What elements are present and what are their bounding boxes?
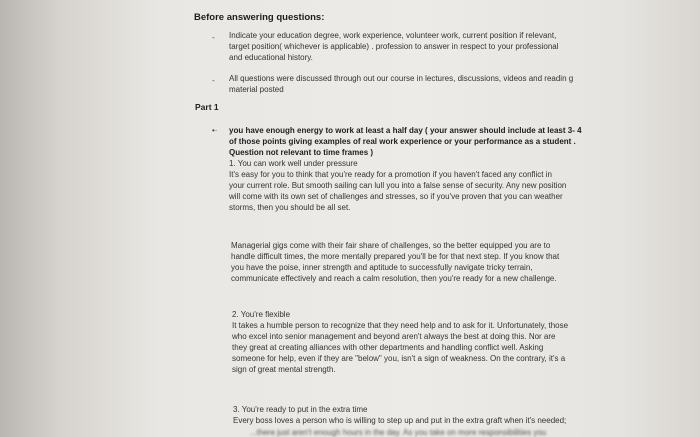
text-line: target position( whichever is applicable) . profession to answer in respect to your professional: [229, 42, 559, 51]
point-1: [229, 158, 566, 213]
cut-off-text-line: ...there just aren't enough hours in the day. As you take on more responsibilities you: [250, 428, 547, 437]
bullet-dash: -: [212, 76, 215, 85]
text-line: sign of great mental strength.: [232, 365, 336, 374]
text-line: material posted: [229, 85, 284, 94]
point-title: 3. You're ready to put in the extra time: [233, 405, 368, 414]
point-2: [232, 309, 568, 375]
text-line: Managerial gigs come with their fair share of challenges, so the better equipped you are to: [231, 241, 551, 250]
question-text: [229, 125, 582, 158]
intro-bullet-2: [229, 73, 573, 95]
point-3: [233, 404, 566, 426]
text-line: handle difficult times, the more mentally prepared you'll be for that next step. If you know that: [231, 252, 560, 261]
text-line: It takes a humble person to recognize that they need help and to ask for it. Unfortunately, those: [232, 321, 569, 330]
text-line: who excel into senior management and beyond aren't always the best at doing this. Nor are: [232, 332, 556, 341]
bullet-arrow: •·: [212, 126, 218, 135]
text-line: storms, then you should be all set.: [229, 203, 351, 212]
point-title: 1. You can work well under pressure: [229, 159, 358, 168]
text-line: you have the poise, inner strength and aptitude to successfully navigate tricky terrain,: [231, 263, 533, 272]
text-line: It's easy for you to think that you're ready for a promotion if you haven't faced any conflict in: [229, 170, 552, 179]
text-line: communicate effectively and reach a calm resolution, then you're ready for a new challenge.: [231, 274, 557, 283]
text-line: they great at creating alliances with other departments and handling conflict well. Asking: [232, 343, 544, 352]
text-line: Question not relevant to time frames ): [229, 148, 374, 157]
managerial-paragraph: [231, 240, 559, 284]
text-line: and educational history.: [229, 53, 313, 62]
text-line: All questions were discussed through out our course in lectures, discussions, videos and readin g: [229, 74, 574, 83]
instructions-heading: Before answering questions:: [194, 12, 325, 23]
text-line: Indicate your education degree, work experience, volunteer work, current position if relevant,: [229, 31, 557, 40]
part-label: Part 1: [195, 102, 219, 112]
text-line: your current role. But smooth sailing can lull you into a false sense of security. Any new position: [229, 181, 567, 190]
text-line: you have enough energy to work at least a half day ( your answer should include at least 3- 4: [229, 126, 582, 135]
bullet-dash: -: [212, 33, 215, 42]
intro-bullet-1: [229, 30, 559, 63]
point-title: 2. You're flexible: [232, 310, 291, 319]
text-line: Every boss loves a person who is willing to step up and put in the extra graft when it's needed;: [233, 416, 567, 425]
text-line: someone for help, even if they are "below" you, isn't a sign of weakness. On the contrary, it's a: [232, 354, 566, 363]
text-line: of those points giving examples of real work experience or your performance as a student .: [229, 137, 576, 146]
text-line: will come with its own set of challenges and stresses, so if you've proven that you can weather: [229, 192, 563, 201]
